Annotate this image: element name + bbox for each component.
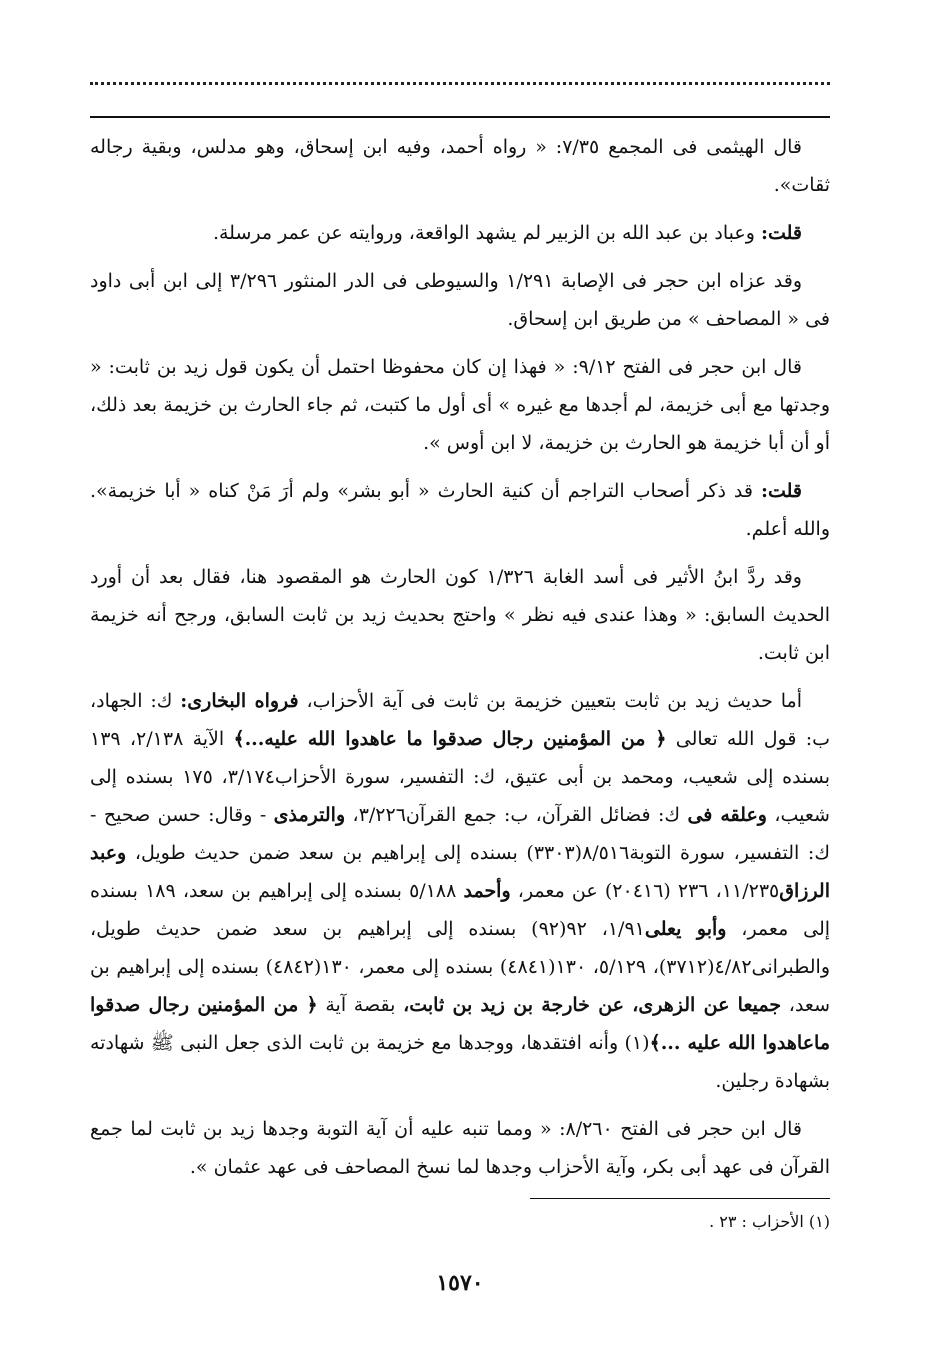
- text-run: أما حديث زيد بن ثابت بتعيين خزيمة بن ثابت فى آية الأحزاب،: [298, 690, 802, 712]
- text-run: - وقال: حسن صحيح - ك: التفسير، سورة التوبة٨/٥١٦(٣٣٠٣) بسنده إلى إبراهيم بن سعد ضمن حديث طويل،: [90, 804, 830, 864]
- text-run: بقصة آية: [317, 994, 404, 1016]
- paragraph: [90, 128, 830, 204]
- text-run: وعباد بن عبد الله بن الزبير لم يشهد الواقعة، وروايته عن عمر مرسلة.: [212, 222, 761, 244]
- paragraph: [90, 262, 830, 338]
- dotted-header-line: [90, 82, 830, 85]
- text-run: وقد ردَّ ابنُ الأثير فى أسد الغابة ١/٣٢٦ كون الحارث هو المقصود هنا، فقال بعد أن أورد الحديث السابق: « وهذا عندى فيه نظر » واحتج بحديث زيد بن ثابت السابق، ورجح أنه خزيمة ابن ثابت.: [90, 566, 830, 664]
- page-number: ١٥٧٠: [436, 1270, 484, 1296]
- text-run: وقد عزاه ابن حجر فى الإصابة ١/٢٩١ والسيوطى فى الدر المنثور ٣/٢٩٦ إلى ابن أبى داود فى « المصاحف » من طريق ابن إسحاق.: [90, 270, 830, 330]
- document-body: [90, 128, 830, 1196]
- bold-text: قلت:: [760, 222, 802, 244]
- text-run: ٥/١٨٨ بسنده إلى إبراهيم بن سعد، ١٨٩ بسنده إلى معمر،: [90, 880, 831, 940]
- bold-text: ﴿ من المؤمنين رجال صدقوا ما عاهدوا الله عليه...﴾: [233, 728, 667, 750]
- text-run: قد ذكر أصحاب التراجم أن كنية الحارث « أبو بشر» ولم أرَ مَنْ كناه « أبا خزيمة». والله أعلم.: [90, 480, 830, 540]
- text-run: ١/٩١، ٩٢(٩٢) بسنده إلى إبراهيم بن سعد ضمن حديث طويل، والطبرانى٤/٨٢(٣٧١٢)، ٥/١٢٩، ١٣٠(٤٨٤١) بسنده إلى معمر، ١٣٠(٤٨٤٢) بسنده إلى إبراهيم بن سعد،: [90, 918, 831, 1016]
- footnote: (١) الأحزاب : ٢٣ .: [709, 1212, 830, 1231]
- text-run: (١) وأنه افتقدها، ووجدها مع خزيمة بن ثابت الذى جعل النبى ﷺ شهادته بشهادة رجلين.: [90, 1032, 830, 1092]
- text-run: قال الهيثمى فى المجمع ٧/٣٥: « رواه أحمد، وفيه ابن إسحاق، وهو مدلس، وبقية رجاله ثقات».: [90, 136, 830, 196]
- header-rule: [90, 116, 830, 118]
- text-run: ك: فضائل القرآن، ب: جمع القرآن٣/٢٢٦،: [345, 804, 688, 826]
- text-run: قال ابن حجر فى الفتح ٨/٢٦٠: « ومما تنبه عليه أن آية التوبة وجدها زيد بن ثابت لما جمع القرآن فى عهد أبى بكر، وآية الأحزاب وجدها لما نسخ المصاحف فى عهد عثمان ».: [90, 1118, 830, 1178]
- bold-text: وأحمد: [463, 880, 511, 902]
- bold-text: وعبد الرزاق: [90, 842, 830, 902]
- paragraph: [90, 558, 830, 672]
- paragraph: [90, 214, 830, 252]
- text-run: ك: الجهاد، ب: قول الله تعالى: [90, 690, 831, 750]
- bold-text: قلت:: [760, 480, 802, 502]
- bold-text: فرواه البخارى:: [180, 690, 299, 712]
- bold-text: ﴿ من المؤمنين رجال صدقوا ماعاهدوا الله عليه ...﴾: [90, 994, 830, 1054]
- bold-text: وعلقه فى: [687, 804, 767, 826]
- bold-text: والترمذى: [273, 804, 346, 826]
- document-page: [90, 70, 830, 1330]
- bold-text: وأبو يعلى: [644, 918, 727, 940]
- paragraph: [90, 682, 830, 1100]
- text-run: قال ابن حجر فى الفتح ٩/١٢: « فهذا إن كان محفوظا احتمل أن يكون قول زيد بن ثابت: « وجدتها مع أبى خزيمة، لم أجدها مع غيره » أى أول ما كتبت، ثم جاء الحارث بن خزيمة بعد ذلك، أو أن أبا خزيمة هو الحارث بن خزيمة، لا ابن أوس ».: [90, 356, 830, 454]
- paragraph: [90, 1110, 830, 1186]
- text-run: الآية ٢/١٣٨، ١٣٩ بسنده إلى شعيب، ومحمد بن أبى عتيق، ك: التفسير، سورة الأحزاب٣/١٧٤، ١٧٥ بسنده إلى شعيب،: [90, 728, 831, 826]
- paragraph: [90, 472, 830, 548]
- bold-text: جميعا عن الزهرى، عن خارجة بن زيد بن ثابت،: [403, 994, 782, 1016]
- paragraph: [90, 348, 830, 462]
- text-run: ١١/٢٣٥، ٢٣٦ (٢٠٤١٦) عن معمر،: [510, 880, 780, 902]
- footnote-separator: [530, 1198, 830, 1199]
